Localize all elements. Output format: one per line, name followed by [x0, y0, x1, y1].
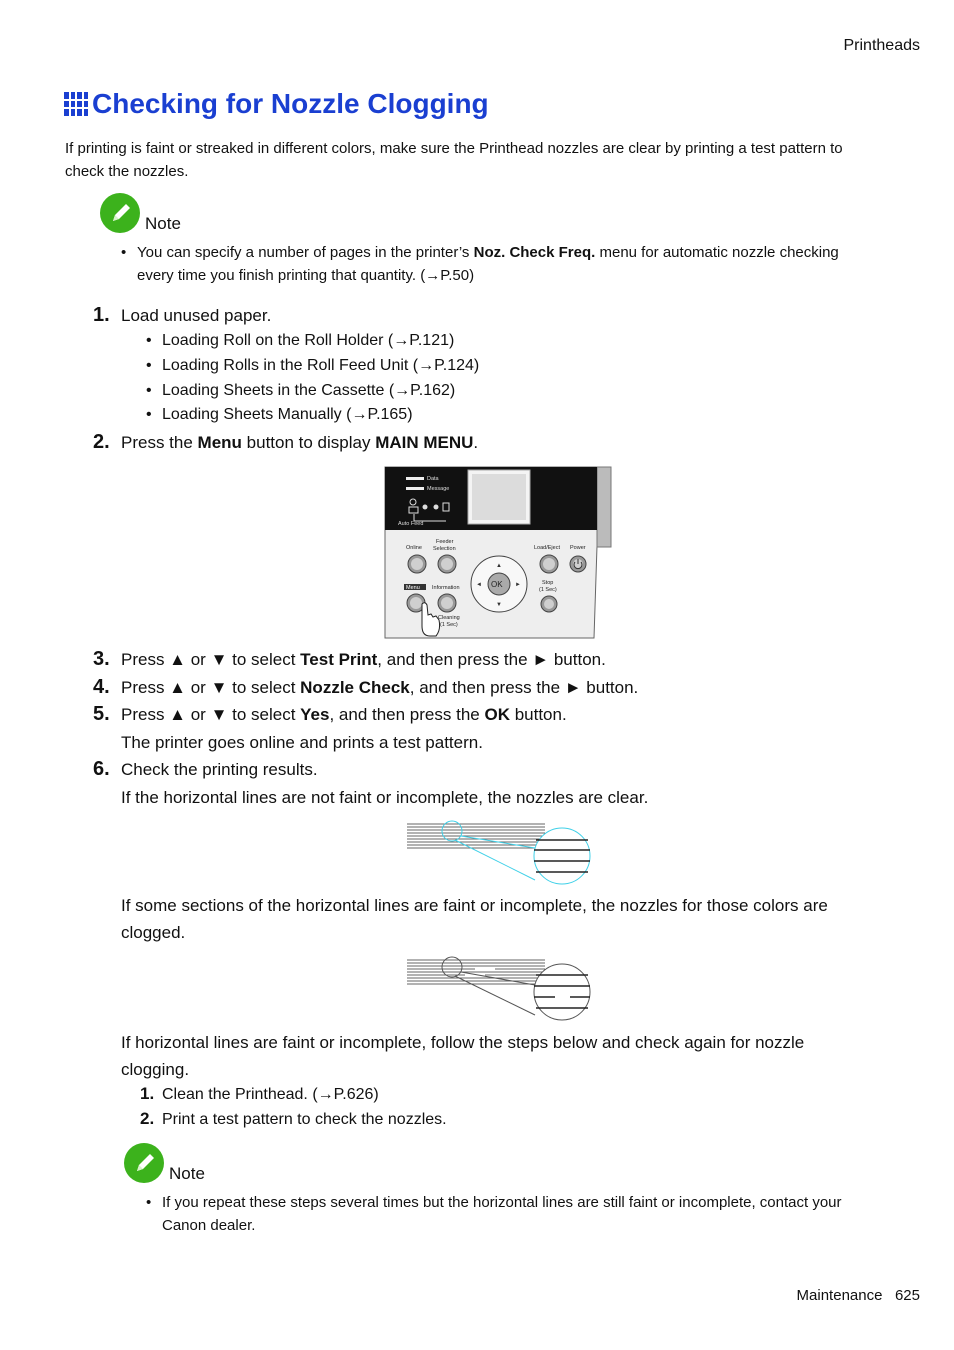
nozzle-pattern-clear — [405, 818, 595, 888]
svg-text:Power: Power — [570, 545, 586, 551]
step-5: 5. Press ▲ or ▼ to select Yes, and then press the OK button. — [93, 703, 567, 725]
svg-text:Menu: Menu — [406, 585, 420, 591]
page-title — [64, 88, 489, 120]
follow-steps-text: If horizontal lines are faint or incomplete, follow the steps below and check again for nozzle clogging. — [121, 1033, 805, 1079]
list-item: • Loading Rolls in the Roll Feed Unit (→P.124) — [146, 357, 480, 374]
note-bullet: • You can specify a number of pages in the printer’s Noz. Check Freq. menu for automatic nozzle checking every time you finish printing that quantity. (→P.50) — [121, 244, 839, 284]
control-panel-illustration — [384, 466, 614, 640]
svg-text:(1 Sec): (1 Sec) — [539, 587, 557, 593]
svg-text:►: ► — [515, 582, 521, 588]
step-2: 2. Press the Menu button to display MAIN MENU. — [93, 431, 479, 453]
list-item: • Loading Roll on the Roll Holder (→P.121) — [146, 332, 455, 349]
svg-text:Online: Online — [406, 545, 422, 551]
footer-section: Maintenance — [796, 1287, 883, 1304]
page-number: 625 — [894, 1287, 920, 1304]
svg-text:Auto Feed: Auto Feed — [398, 521, 424, 527]
step-6: 6. Check the printing results. — [93, 758, 318, 780]
result-clogged-text: If some sections of the horizontal lines are faint or incomplete, the nozzles for those colors are clogged. — [121, 896, 828, 942]
page-title-text: Checking for Nozzle Clogging — [92, 88, 489, 119]
svg-text:▼: ▼ — [496, 602, 502, 608]
step-5-detail: The printer goes online and prints a test pattern. — [121, 733, 483, 752]
svg-text:Load/Eject: Load/Eject — [534, 545, 560, 551]
svg-text:▲: ▲ — [496, 563, 502, 569]
note-label: Note — [169, 1164, 205, 1183]
note-label: Note — [145, 214, 181, 233]
note-bullet: • If you repeat these steps several times but the horizontal lines are still faint or incomplete, contact your Canon dealer. — [146, 1194, 842, 1234]
note-heading — [123, 1142, 205, 1184]
pencil-note-icon — [123, 1142, 165, 1184]
step-3: 3. Press ▲ or ▼ to select Test Print, and then press the ► button. — [93, 648, 606, 670]
page-footer — [797, 1287, 920, 1304]
step-1: 1. Load unused paper. — [93, 304, 272, 326]
noz-check-freq-menu: Noz. Check Freq. — [473, 244, 596, 261]
svg-text:OK: OK — [491, 580, 503, 589]
list-item: • Loading Sheets in the Cassette (→P.162) — [146, 382, 456, 399]
grid-icon — [64, 92, 88, 116]
running-header: Printheads — [843, 37, 920, 54]
result-clear-text: If the horizontal lines are not faint or incomplete, the nozzles are clear. — [121, 788, 649, 807]
svg-text:Selection: Selection — [433, 546, 456, 552]
svg-text:Feeder: Feeder — [436, 539, 454, 545]
substep-2: 2. Print a test pattern to check the nozzles. — [140, 1109, 447, 1128]
svg-text:◄: ◄ — [476, 582, 482, 588]
svg-text:(1 Sec): (1 Sec) — [440, 622, 458, 628]
substep-1: 1. Clean the Printhead. (→P.626) — [140, 1084, 379, 1103]
svg-text:Stop: Stop — [542, 580, 554, 586]
list-item: • Loading Sheets Manually (→P.165) — [146, 406, 413, 423]
svg-text:Information: Information — [432, 585, 460, 591]
svg-text:Message: Message — [427, 486, 450, 492]
svg-text:Data: Data — [427, 476, 439, 482]
pencil-note-icon — [99, 192, 141, 234]
nozzle-pattern-clogged — [405, 953, 595, 1025]
step-4: 4. Press ▲ or ▼ to select Nozzle Check, and then press the ► button. — [93, 676, 639, 698]
intro-paragraph: If printing is faint or streaked in different colors, make sure the Printhead nozzles are clear by printing a test pattern to check the nozzles. — [65, 140, 843, 180]
note-heading — [99, 192, 181, 234]
svg-text:Cleaning: Cleaning — [438, 615, 460, 621]
